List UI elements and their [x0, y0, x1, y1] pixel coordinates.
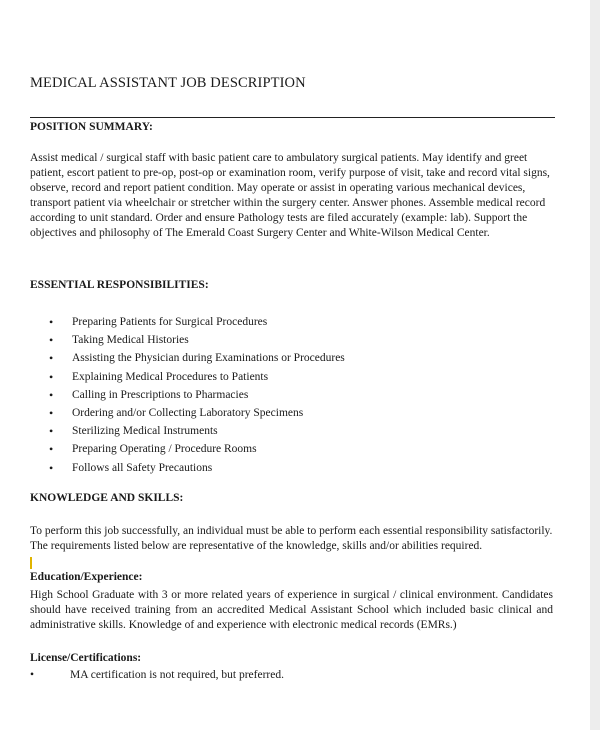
knowledge-line: To perform this job successfully, an individual must be able to perform each essential responsibility satisfactorily.	[30, 525, 553, 537]
position-summary-heading: POSITION SUMMARY:	[30, 121, 153, 133]
list-item-text: MA certification is not required, but preferred.	[70, 669, 284, 681]
education-line: administrative skills. Knowledge of and experience with electronic medical records (EMRs.)	[30, 619, 457, 631]
list-item-text: Assisting the Physician during Examinations or Procedures	[72, 352, 345, 365]
bullet-icon: •	[49, 315, 54, 329]
knowledge-text	[30, 524, 560, 554]
list-item-text: Preparing Operating / Procedure Rooms	[72, 443, 257, 456]
bullet-icon: •	[49, 442, 54, 457]
list-item-text: Calling in Prescriptions to Pharmacies	[72, 388, 249, 401]
knowledge-skills-heading: KNOWLEDGE AND SKILLS:	[30, 492, 184, 504]
bullet-icon: •	[49, 351, 54, 366]
document-title: MEDICAL ASSISTANT JOB DESCRIPTION	[30, 75, 306, 91]
list-item-text: Preparing Patients for Surgical Procedures	[72, 316, 268, 328]
education-line: High School Graduate with 3 or more related years of experience in surgical / clinical environment. Candidates	[30, 589, 553, 601]
bullet-icon: •	[49, 387, 54, 402]
summary-line: according to unit standard. Order and ensure Pathology tests are filed accurately (example: lab). Support the	[30, 212, 528, 224]
essential-responsibilities-heading: ESSENTIAL RESPONSIBILITIES:	[30, 279, 209, 291]
summary-line: observe, record and report patient condition. May operate or assist in operating various mechanical devices,	[30, 182, 526, 194]
list-item-text: Explaining Medical Procedures to Patients	[72, 370, 269, 383]
list-item-text: Follows all Safety Precautions	[72, 461, 213, 474]
bullet-icon: •	[49, 424, 54, 439]
education-text	[30, 588, 553, 633]
knowledge-line: The requirements listed below are representative of the knowledge, skills and/or abilities required.	[30, 540, 483, 552]
education-line: should have received training from an accredited Medical Assistant School which included basic clinical and	[30, 604, 553, 616]
text-cursor	[30, 557, 32, 569]
summary-line: Assist medical / surgical staff with basic patient care to ambulatory surgical patients. May identify and greet	[30, 152, 528, 164]
bullet-icon: •	[30, 669, 35, 681]
list-item-text: Sterilizing Medical Instruments	[72, 425, 218, 438]
summary-line: objectives and philosophy of The Emerald Coast Surgery Center and White-Wilson Medical Center.	[30, 227, 490, 239]
bullet-icon: •	[49, 333, 54, 348]
bullet-icon: •	[49, 460, 54, 475]
bullet-icon: •	[49, 405, 54, 420]
position-summary-text	[30, 151, 550, 241]
list-item-text: Ordering and/or Collecting Laboratory Specimens	[72, 406, 304, 419]
title-divider	[30, 117, 555, 118]
viewer-background	[590, 0, 600, 730]
summary-line: patient, escort patient to pre-op, post-op or examination room, verify purpose of visit, take and record vital signs,	[30, 167, 550, 179]
summary-line: transport patient via wheelchair or stretcher within the surgery center. Answer phones. Assemble medical record	[30, 197, 546, 209]
license-heading: License/Certifications:	[30, 652, 142, 664]
list-item-text: Taking Medical Histories	[72, 334, 189, 347]
education-heading: Education/Experience:	[30, 571, 143, 583]
bullet-icon: •	[49, 369, 54, 384]
